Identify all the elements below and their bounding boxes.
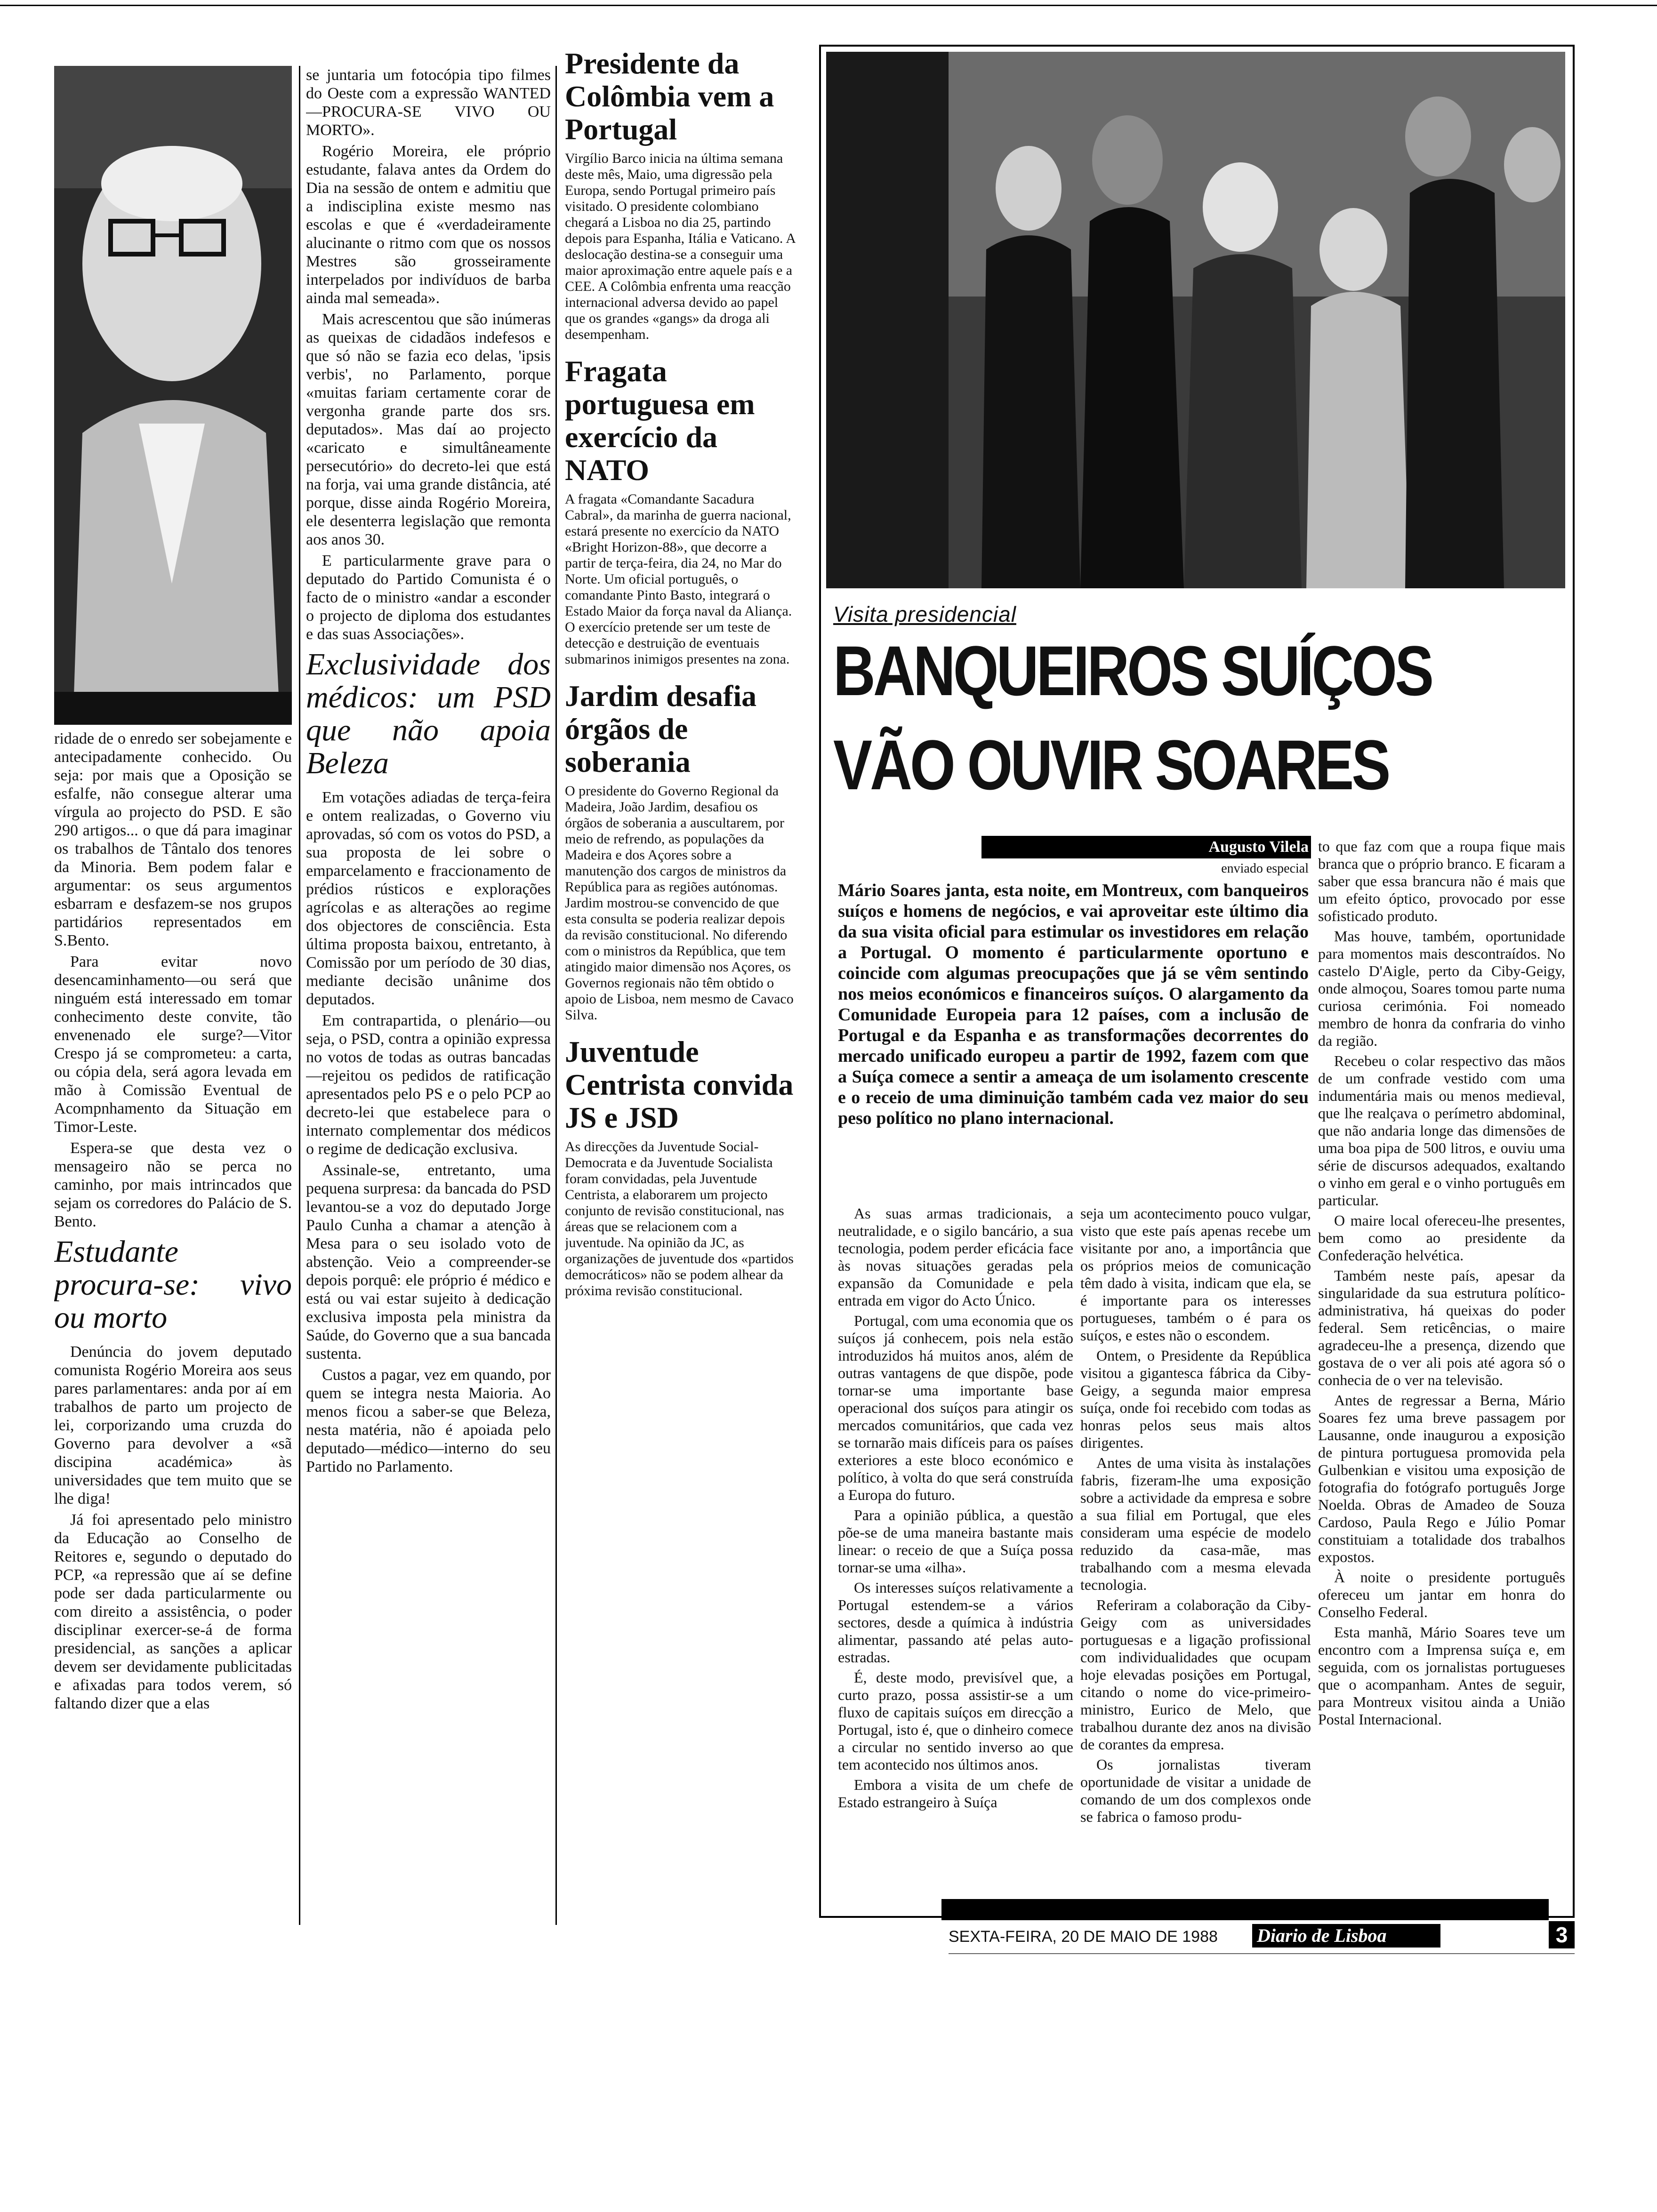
brief-3-text: O presidente do Governo Regional da Madeira, João Jardim, desafiou os órgãos de soberania a auscultarem, por meio de refrendo, as populações da Madeira e dos Açores sobre a manutenção dos cargos de ministros da República para as regiões autónomas. Jardim mostrou-se convencido de que esta consulta se poderia realizar depois da revisão constitucional. No diferendo com o ministros da República, que tem atingido maior dimensão nos Açores, os Governos regionais não têm obtido o apoio de Lisboa, nem mesmo de Cavaco Silva.	[565, 783, 794, 1023]
brief-1-text: Virgílio Barco inicia na última semana deste mês, Maio, uma digressão pela Europa, sendo Portugal primeiro país visitado. O presidente colombiano chegará a Lisboa no dia 25, partindo depois para Espanha, Itália e Vaticano. A deslocação destina-se a conseguir uma maior aproximação entre aquele país e a CEE. A Colômbia enfrenta uma reacção internacional adversa devido ao papel que os grandes «gangs» da droga ali desempenham.	[565, 151, 796, 342]
brief-4-headline: Juventude Centrista convida JS e JSD	[565, 1035, 794, 1134]
footer-rule	[949, 1953, 1575, 1954]
col1-headline: Estudante procura-se: vivo ou morto	[54, 1234, 292, 1335]
main-b-para-2: Ontem, o Presidente da República visitou a gigantesca fábrica da Ciby-Geigy, a segunda maior empresa suíça, onde foi recebido com todas as honras pelos seus mais altos dirigentes.	[1080, 1347, 1311, 1451]
main-a-para-2: Portugal, com uma economia que os suíços já conhecem, pois nela estão introduzidos há muitos anos, além de outras vantagens de que dispõe, pode tornar-se uma importante base operacional dos suíços para atingir os mercados comunitários, que cada vez se tornarão mais difíceis para os países exteriores a este bloco económico e político, à volta do que será construída a Europa do futuro.	[838, 1312, 1073, 1503]
main-c-para-7: À noite o presidente português ofereceu um jantar em honra do Conselho Federal.	[1318, 1569, 1565, 1620]
main-b-para-4: Referiram a colaboração da Ciby-Geigy com as universidades portuguesas e a ligação profissional com individualidades que ocupam hoje elevadas posições em Portugal, citando o nome do vice-primeiro-ministro, Eurico de Melo, que trabalhou durante dez anos na divisão de corantes da empresa.	[1080, 1596, 1311, 1753]
main-c-para-1: to que faz com que a roupa fique mais branca que o próprio branco. E ficaram a saber que essa brancura não é mais que um efeito óptico, provocado por esse sofisticado produto.	[1318, 838, 1565, 924]
brief-2-text: A fragata «Comandante Sacadura Cabral», da marinha de guerra nacional, estará presente no exercício da NATO «Bright Horizon-88», que decorre a partir de terça-feira, dia 24, no Mar do Norte. Um oficial português, o comandante Pinto Basto, integrará o Estado Maior da força naval da Aliança. O exercício pretende ser um teste de detecção e destruição de eventuais submarinos inimigos presentes na zona.	[565, 491, 792, 667]
footer-masthead: Diario de Lisboa	[1257, 1925, 1387, 1946]
col-rule-1	[299, 66, 300, 1925]
main-photo	[826, 52, 1565, 588]
main-c-para-8: Esta manhã, Mário Soares teve um encontro com a Imprensa suíça e, em seguida, com os jornalistas portugueses que o acompanham. Antes de seguir, para Montreux visitou ainda a União Postal Internacional.	[1318, 1624, 1565, 1728]
top-rule	[0, 5, 1657, 6]
portrait-photo	[54, 66, 292, 725]
col2-headline: Exclusividade dos médicos: um PSD que não apoia Beleza	[306, 647, 551, 780]
main-b-para-3: Antes de uma visita às instalações fabris, fizeram-lhe uma exposição sobre a actividade da empresa e sobre a sua filial em Portugal, que eles consideram uma espécie de modelo reduzido da casa-mãe, mas trabalhando com a mesma elevada tecnologia.	[1080, 1454, 1311, 1593]
bottom-bar	[941, 1899, 1549, 1920]
brief-3-headline: Jardim desafia órgãos de soberania	[565, 679, 757, 778]
main-b-para-1: seja um acontecimento pouco vulgar, visto que este país apenas recebe um visitante por ano, a importância que os próprios meios de comunicação têm dado à visita, indicam que ela, se é importante para os interesses portugueses, também o é para os suíços, e estes não o escondem.	[1080, 1205, 1311, 1344]
col2-para-3: Mais acrescentou que são inúmeras as queixas de cidadãos indefesos e que só não se fazia eco delas, 'ipsis verbis', no Parlamento, porque «muitas fariam certamente corar de vergonha grande parte dos srs. deputados». Mas daí ao projecto «caricato e simultâneamente persecutório» do decreto-lei que está na forja, vai uma grande distância, até porque, disse ainda Rogério Moreira, ele desenterra legislação que remonta aos anos 30.	[306, 311, 551, 548]
main-headline-line-2: VÃO OUVIR SOARES	[833, 725, 1389, 804]
main-c-para-5: Também neste país, apesar da singularidade da sua estrutura político-administrativa, há queixas do poder federal. Sem reticências, o maire agradeceu-lhe a presença, dizendo que gostava de o ver ali pois até agora só o conhecia de o ver na televisão.	[1318, 1267, 1565, 1388]
main-column-b	[1080, 1205, 1311, 1892]
main-c-para-2: Mas houve, também, oportunidade para momentos mais descontraídos. No castelo D'Aigle, perto da Ciby-Geigy, onde almoçou, Soares tomou parte numa curiosa cerimónia. Foi nomeado membro de honra da confraria do vinho da região.	[1318, 928, 1565, 1049]
main-c-para-3: Recebeu o colar respectivo das mãos de um confrade vestido com uma indumentária mais ou menos medieval, que lhe realçava o perímetro abdominal, que não andaria longe das dimensões de uma boa pipa de 500 litros, e ouviu uma série de discursos adequados, exaltando o vinho em geral e o vinho português em particular.	[1318, 1052, 1565, 1209]
main-a-para-4: Os interesses suíços relativamente a Portugal estendem-se a vários sectores, desde a química à indústria alimentar, passando até pelas auto-estradas.	[838, 1579, 1073, 1666]
col1-para-3: Espera-se que desta vez o mensageiro não se perca no caminho, por mais intrincados que sejam os corredores do Palácio de S. Bento.	[54, 1139, 292, 1230]
main-column-c	[1318, 838, 1565, 1887]
kicker: Visita presidencial	[833, 602, 1016, 626]
footer-page-number: 3	[1555, 1923, 1568, 1947]
col2-para-5: Em votações adiadas de terça-feira e ontem realizadas, o Governo viu aprovadas, só com os votos do PSD, a sua proposta de lei sobre o emparcelamento e fraccionamento de prédios rústicos e explorações agrícolas e as alterações ao regime dos objectores de consciência. Esta última proposta baixou, entretanto, à Comissão por um período de 30 dias, mediante decisão unânime dos deputados.	[306, 789, 551, 1008]
portrait-image	[54, 66, 292, 725]
main-b-para-5: Os jornalistas tiveram oportunidade de visitar a unidade de comando de um dos complexos onde se fabrica o famoso produ-	[1080, 1756, 1311, 1825]
byline-name: Augusto Vilela	[1208, 838, 1309, 856]
col1-para-5: Já foi apresentado pelo ministro da Educação ao Conselho de Reitores e, segundo o deputado do PCP, «a repressão que aí se define pode ser dada particularmente ou com direito a assistência, o poder disciplinar exercer-se-á de forma presidencial, as sanções a aplicar devem ser devidamente publicitadas e afixadas para todos verem, só faltando dizer que a elas	[54, 1511, 292, 1712]
col2-para-7: Assinale-se, entretanto, uma pequena surpresa: da bancada do PSD levantou-se a voz do deputado Jorge Paulo Cunha a chamar a atenção à Mesa para o seu isolado voto de abstenção. Veio a compreender-se depois porquê: ele próprio é médico e está ou vai estar sujeito à dedicação exclusiva imposta pela ministra da Saúde, do Governo que a sua bancada sustenta.	[306, 1162, 551, 1362]
col2-para-8: Custos a pagar, vez em quando, por quem se integra nesta Maioria. Ao menos ficou a saber-se que Beleza, nesta matéria, não é apoiada pelo deputado—médico—interno do seu Partido no Parlamento.	[306, 1366, 551, 1475]
lead-paragraph: Mário Soares janta, esta noite, em Montreux, com banqueiros suíços e homens de negócios, e vai aproveitar este último dia da sua visita oficial para estimular os investidores em relação a Portugal. O momento é particularmente oportuno e coincide com algumas preocupações que já se vêm sentindo nos meios económicos e financeiros suíços. O alargamento da Comunidade Europeia para 12 países, com a inclusão de Portugal e da Espanha e as transformações decorrentes do mercado unificado europeu a partir de 1992, fazem com que a Suíça comece a sentir a ameaça de um isolamento crescente e o receio de uma diminuição também cada vez maior do seu peso político no plano internacional.	[838, 881, 1309, 1128]
col1-para-2: Para evitar novo desencaminhamento—ou será que ninguém está interessado em tomar conhecimento deste convite, tão envenenado ele surge?—Vitor Crespo já se comprometeu: a carta, ou cópia dela, será agora levada em mão à Comissão Eventual de Acompnhamento da Situação em Timor-Leste.	[54, 953, 292, 1136]
byline-role: enviado especial	[1221, 861, 1309, 876]
column-2	[306, 66, 551, 1925]
main-a-para-6: Embora a visita de um chefe de Estado estrangeiro à Suíça	[838, 1776, 1073, 1811]
brief-1-headline: Presidente da Colômbia vem a Portugal	[565, 47, 774, 146]
main-column-a	[838, 1205, 1073, 1892]
col2-para-2: Rogério Moreira, ele próprio estudante, falava antes da Ordem do Dia na sessão de ontem e admitiu que a indisciplina existe mesmo nas escolas e que é «verdadeiramente alucinante o ritmo com que os nossos Mestres são grosseiramente interpelados por indivíduos de barba ainda mal semeada».	[306, 143, 551, 307]
brief-2-headline: Fragata portuguesa em exercício da NATO	[565, 354, 755, 487]
main-a-para-5: É, deste modo, previsível que, a curto prazo, possa assistir-se a um fluxo de capitais suíços em direcção a Portugal, isto é, que o dinheiro comece a circular no sentido inverso ao que tem acontecido nos últimos anos.	[838, 1669, 1073, 1773]
main-c-para-4: O maire local ofereceu-lhe presentes, bem como ao presidente da Confederação helvética.	[1318, 1212, 1565, 1264]
brief-4-text: As direcções da Juventude Social-Democrata e da Juventude Socialista foram convidadas, pela Juventude Centrista, a elaborarem um projecto conjunto de revisão constitucional, nas áreas que se relacionem com a juventude. Na opinião da JC, as organizações de juventude dos «partidos democráticos» não se podem alhear da próxima revisão constitucional.	[565, 1139, 794, 1298]
column-3	[565, 47, 796, 1930]
main-photo-image	[826, 52, 1565, 588]
main-headline-line-1: BANQUEIROS SUÍÇOS	[833, 631, 1432, 710]
main-a-para-3: Para a opinião pública, a questão põe-se de uma maneira bastante mais linear: o receio de que a Suíça possa tornar-se uma «ilha».	[838, 1507, 1073, 1576]
col-rule-2	[555, 66, 557, 1925]
footer-date: SEXTA-FEIRA, 20 DE MAIO DE 1988	[949, 1928, 1218, 1946]
main-c-para-6: Antes de regressar a Berna, Mário Soares fez uma breve passagem por Lausanne, onde inaugurou a exposição de pintura portuguesa promovida pela Gulbenkian e visitou uma exposição de fotografia do fotógrafo português Jorge Noelda. Obras de Amadeo de Souza Cardoso, Paula Rego e Júlio Pomar constituiam a totalidade dos trabalhos expostos.	[1318, 1392, 1565, 1565]
col1-para-1: ridade de o enredo ser sobejamente e antecipadamente conhecido. Ou seja: por mais que a Oposição se esfalfe, não consegue alterar uma vírgula ao projecto do PSD. E são 290 artigos... o que dá para imaginar os trabalhos de Tântalo dos tenores da Minoria. Bem podem falar e argumentar: os seus argumentos esbarram e desfazem-se nos grupos partidários representados em S.Bento.	[54, 730, 292, 949]
col2-para-6: Em contrapartida, o plenário—ou seja, o PSD, contra a opinião expressa no votos de todas as outras bancadas—rejeitou os pedidos de ratificação apresentados pelo PS e o pelo PCP ao decreto-lei que estabelece para o internato complementar dos médicos o regime de dedicação exclusiva.	[306, 1012, 551, 1158]
main-a-para-1: As suas armas tradicionais, a neutralidade, e o sigilo bancário, a sua tecnologia, podem perder eficácia face às novas situações geradas pela expansão da Comunidade e pela entrada em vigor do Acto Único.	[838, 1205, 1073, 1309]
column-1	[54, 729, 292, 1930]
col1-para-4: Denúncia do jovem deputado comunista Rogério Moreira aos seus pares parlamentares: anda por aí em trabalhos de parto um projecto de lei, corporizando uma cruzda do Governo para devolver a «sã discipina académica» às universidades que tem muito que se lhe diga!	[54, 1343, 292, 1507]
col2-para-4: E particularmente grave para o deputado do Partido Comunista é o facto de o ministro «andar a esconder o projecto de diploma dos estudantes e das suas Associações».	[306, 552, 551, 643]
col2-para-1: se juntaria um fotocópia tipo filmes do Oeste com a expressão WANTED—PROCURA-SE VIVO OU MORTO».	[306, 66, 551, 139]
